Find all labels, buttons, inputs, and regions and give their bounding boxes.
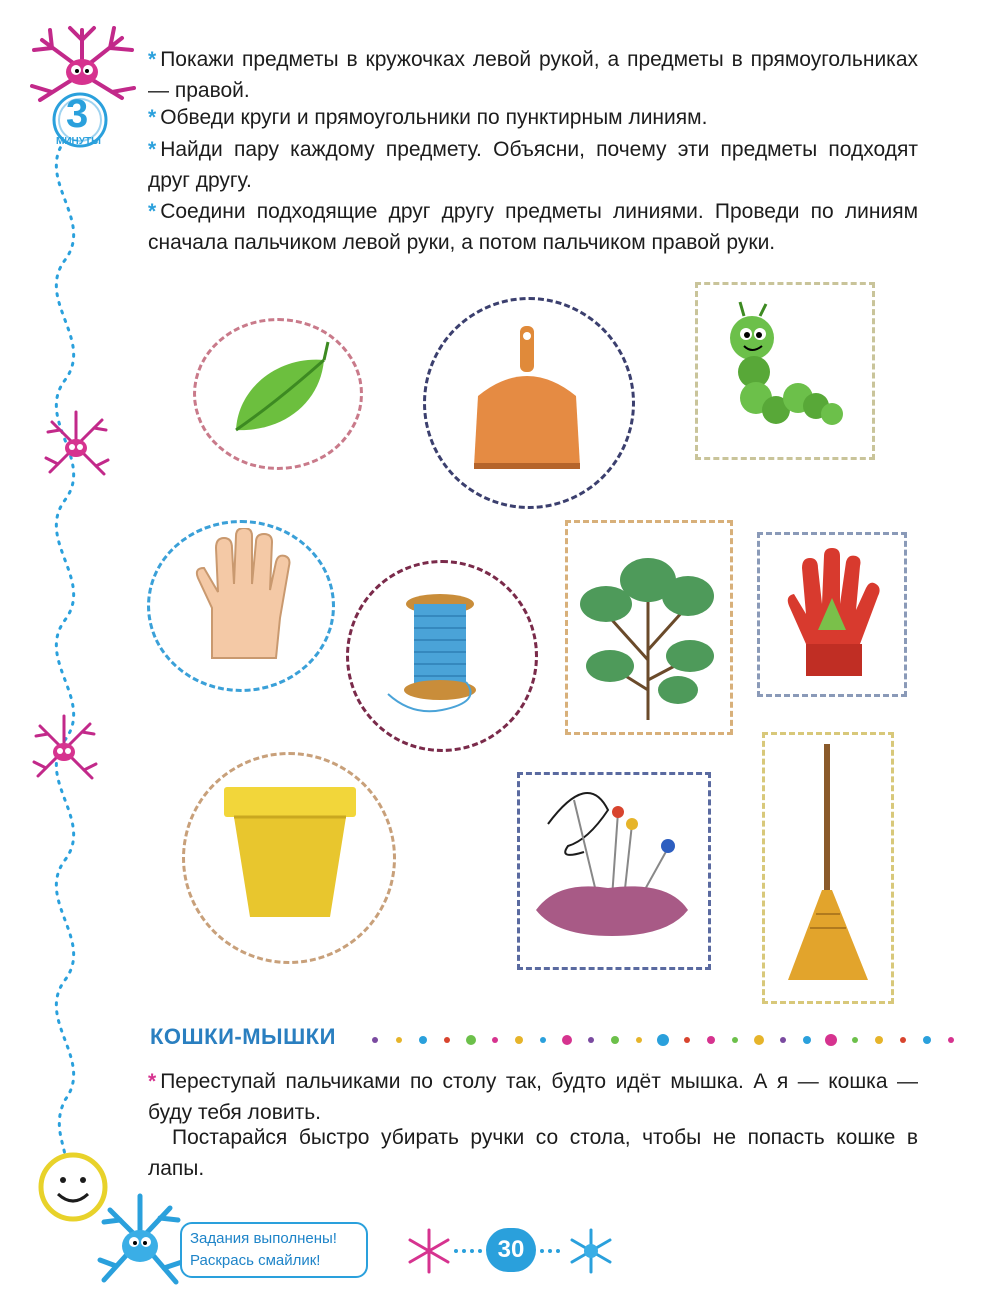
- decorative-dots: [365, 1030, 965, 1050]
- bullet-star-icon: *: [148, 138, 157, 161]
- decorative-dotted-line: [20, 140, 110, 1180]
- badge-number: 3: [66, 92, 89, 136]
- snowflake-pink-icon: [402, 1226, 456, 1276]
- spool-icon: [382, 592, 502, 722]
- mascot-blue-icon: [90, 1190, 190, 1300]
- bullet-star-icon: *: [148, 200, 157, 223]
- bullet-star-icon: *: [148, 1070, 157, 1093]
- page-number: 30: [486, 1228, 536, 1272]
- broom-icon: [782, 744, 874, 984]
- flowerpot-icon: [222, 785, 358, 925]
- done-line-2: Раскрась смайлик!: [190, 1252, 321, 1269]
- instruction-1: * Покажи предметы в кружочках левой рукой, а предметы в прямоугольниках — правой.: [148, 48, 918, 102]
- game-text-2: Постарайся быстро убирать ручки со стола, чтобы не попасть кошке в лапы.: [148, 1126, 918, 1180]
- neuron-small-icon: [30, 712, 100, 792]
- game-text-1: * Переступай пальчиками по столу так, будто идёт мышка. А я — кошка — буду тебя ловить.: [148, 1070, 918, 1124]
- instruction-3: * Найди пару каждому предмету. Объясни, почему эти предметы подходят друг другу.: [148, 138, 918, 192]
- time-badge: [42, 92, 118, 154]
- badge-unit: МИНУТЫ: [56, 136, 101, 147]
- hand-icon: [192, 528, 292, 668]
- caterpillar-icon: [718, 298, 848, 438]
- section-title: КОШКИ-МЫШКИ: [150, 1024, 336, 1049]
- pincushion-icon: [528, 780, 698, 946]
- neuron-small-icon: [42, 408, 112, 488]
- bullet-star-icon: *: [148, 48, 157, 71]
- dustpan-icon: [468, 326, 588, 474]
- instruction-2: * Обведи круги и прямоугольники по пунктирным линиям.: [148, 106, 708, 129]
- instruction-4: * Соедини подходящие друг другу предметы линиями. Проведи по линиям сначала пальчиком левой руки, а потом пальчиком правой руки.: [148, 200, 918, 254]
- glove-icon: [772, 548, 892, 682]
- plant-icon: [572, 540, 722, 722]
- page-dots: [452, 1246, 488, 1256]
- done-line-1: Задания выполнены!: [190, 1230, 337, 1247]
- done-speech-bubble: [180, 1222, 368, 1278]
- bullet-star-icon: *: [148, 106, 157, 129]
- leaf-icon: [228, 338, 338, 438]
- snowflake-blue-icon: [564, 1226, 618, 1276]
